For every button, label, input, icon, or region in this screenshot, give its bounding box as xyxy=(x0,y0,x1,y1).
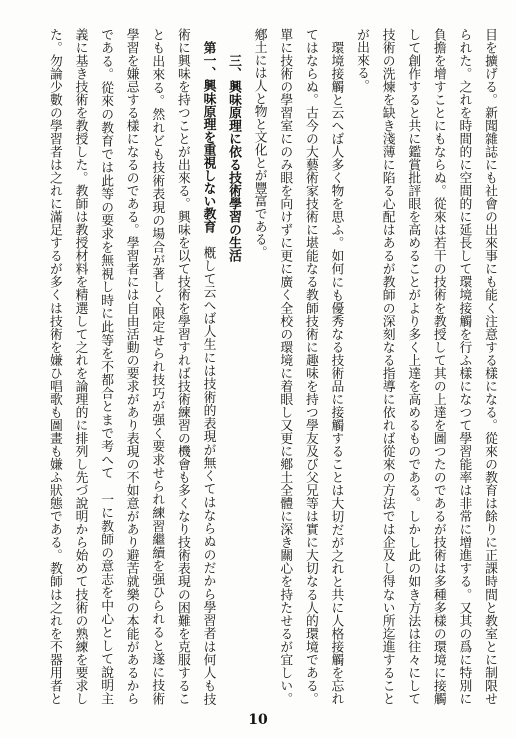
text-column: 技術の洗煉を缺き淺薄に陷る心配はあるが教師の深刻なる指導に依れば從來の方法では企及し得ない所迄進すること xyxy=(379,28,395,705)
text-column: 目を擴げる。新聞雜誌にも社會の出來事にも能く注意する樣になる。從來の教育は餘りに正課時間と教室とに制限せ xyxy=(482,28,497,705)
subsection-column xyxy=(195,28,221,705)
text-column: 鄕土には人と物と文化とが豐富である。 xyxy=(251,28,267,259)
text-column: 術に興味を持つことが出來る。興味を以て技術を學習すれば技術練習の機會も多くなり技術表現の困難を克服するこ xyxy=(174,28,190,705)
section-heading: 三、興味原理に依る技術學習の生活 xyxy=(226,53,242,262)
vertical-text-body xyxy=(41,28,502,705)
text-column: 負擔を增すことにもならぬ。從來は若干の技術を教授して其の上達を圖つたのであるが技術は多種多樣の環境に接觸 xyxy=(430,28,446,705)
text-column: である。從來の教育では此等の要求を無視し時に此等を不都合とまで考へて 一に教師の意志を中心として說明主 xyxy=(98,28,114,705)
text-column: た。勿論少數の學習者は之れに滿足するが多くは技術を嫌ひ唱歌も圖畫も嫌ふ狀態である。教師は之れを不器用者と xyxy=(46,28,62,705)
text-column: 槪して云へば人生には技術的表現が無くてはならぬのだから學習者は何人も技 xyxy=(200,245,216,705)
text-column: とも出來る。然れども技術表現の場合が著しく限定せられ技巧が强く要求せられ練習繼續を强ひられると遂に技術 xyxy=(149,28,165,705)
page-number: 10 xyxy=(248,712,268,728)
text-column: 環境接觸と云へば人多く物を思ふ。如何にも優秀なる技術品に接觸することは大切だが之れと共に人格接觸を忘れ xyxy=(328,40,344,705)
text-column: 義に基き技術を教授した。教師は教授材料を精選して之れを論理的に排列し先づ說明から始めて技術の熟練を要求し xyxy=(72,28,88,705)
text-column: てはならぬ。古今の大藝術家技術に堪能なる教師技術に趣味を持つ學友及び父兄等は實に大切なる人的環境である。 xyxy=(302,28,318,705)
text-column: が出來る。 xyxy=(354,28,370,92)
text-column: 單に技術の學習室にのみ眼を向けずに更に廣く全校の環境に着眼し又更に鄕土全體に深き關心を持たせるが宜しい。 xyxy=(277,28,293,705)
text-column: られた。之れを時間的に空間的に延長して環境接觸を行ふ樣になつて學習能率は非常に增進する。又其の爲に特別に xyxy=(456,28,472,705)
text-column: 學習を嫌忌する樣になるのである。學習者には自由活動の要求があり表現の不如意があり避苦就樂の本能があるから xyxy=(123,28,139,705)
text-column: して創作すると共に鑑賞批評眼を高めることがより多く上達を高めるものである。しかし此の如き方法は往々にして xyxy=(405,28,421,705)
subsection-heading: 第一、興味原理を重視しない教育 xyxy=(200,40,216,233)
